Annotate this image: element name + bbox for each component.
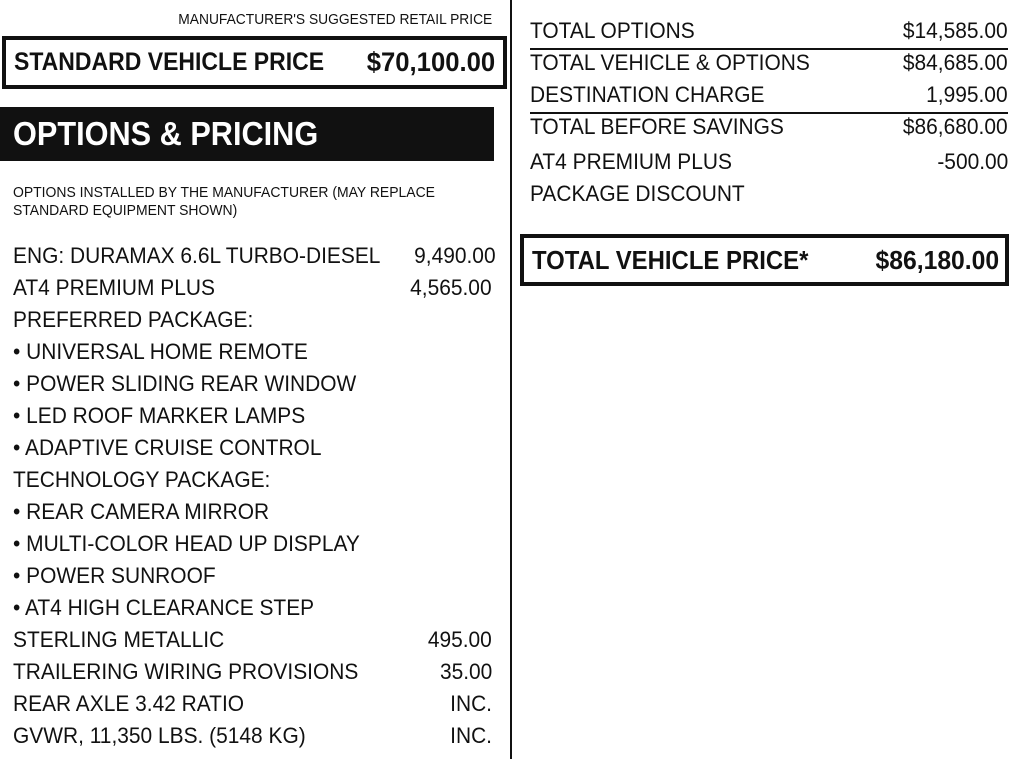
summary-label: AT4 PREMIUM PLUS PACKAGE DISCOUNT [530, 149, 745, 206]
option-row [13, 403, 492, 435]
option-price: INC. [450, 723, 492, 748]
option-row [13, 275, 492, 307]
option-price: 495.00 [427, 627, 492, 652]
option-row [13, 243, 496, 275]
summary-label: TOTAL VEHICLE & OPTIONS [530, 50, 810, 75]
summary-value: $86,680.00 [903, 114, 1008, 139]
summary-value: $14,585.00 [903, 18, 1008, 43]
summary-label: DESTINATION CHARGE [530, 82, 765, 107]
option-row [13, 627, 492, 659]
option-row [13, 339, 492, 371]
option-label: • AT4 HIGH CLEARANCE STEP [13, 595, 315, 620]
option-label: ENG: DURAMAX 6.6L TURBO-DIESEL [13, 243, 381, 268]
option-label: AT4 PREMIUM PLUS [13, 275, 215, 300]
summary-value: $84,685.00 [903, 50, 1008, 75]
option-row [13, 659, 492, 691]
summary-row-destination-charge [530, 82, 1008, 114]
price-summary [530, 18, 1008, 210]
standard-price-box [2, 36, 507, 89]
option-label: • ADAPTIVE CRUISE CONTROL [13, 435, 322, 460]
option-label: • UNIVERSAL HOME REMOTE [13, 339, 308, 364]
summary-row-total-before-savings [530, 114, 1008, 146]
summary-row-total-vehicle-options [530, 50, 1008, 82]
option-label: PREFERRED PACKAGE: [13, 307, 254, 332]
option-row [13, 467, 492, 499]
option-label: • POWER SUNROOF [13, 563, 216, 588]
options-pricing-banner [0, 107, 494, 161]
option-row [13, 723, 492, 755]
option-row [13, 563, 492, 595]
summary-row-total-options [530, 18, 1008, 50]
column-divider [510, 0, 512, 759]
option-label: REAR AXLE 3.42 RATIO [13, 691, 245, 716]
option-row [13, 499, 492, 531]
summary-label: TOTAL BEFORE SAVINGS [530, 114, 784, 139]
option-price: 35.00 [439, 659, 492, 684]
option-price: INC. [450, 691, 492, 716]
summary-value: 1,995.00 [926, 82, 1008, 107]
option-row [13, 595, 492, 627]
options-pricing-title: OPTIONS & PRICING [13, 115, 319, 152]
option-label: • LED ROOF MARKER LAMPS [13, 403, 306, 428]
total-vehicle-price-value: $86,180.00 [875, 244, 999, 275]
option-label: • MULTI-COLOR HEAD UP DISPLAY [13, 531, 360, 556]
summary-row-package-discount [530, 146, 1008, 210]
standard-price-value: $70,100.00 [366, 47, 495, 77]
installed-options-note: OPTIONS INSTALLED BY THE MANUFACTURER (MAY REPLACE STANDARD EQUIPMENT SHOWN) [13, 184, 435, 219]
msrp-label: MANUFACTURER'S SUGGESTED RETAIL PRICE [178, 11, 492, 28]
option-label: • REAR CAMERA MIRROR [13, 499, 270, 524]
option-price: 4,565.00 [410, 275, 492, 300]
option-label: TRAILERING WIRING PROVISIONS [13, 659, 359, 684]
options-list [13, 243, 496, 755]
option-row [13, 531, 492, 563]
option-row [13, 435, 492, 467]
option-label: • POWER SLIDING REAR WINDOW [13, 371, 357, 396]
option-label: TECHNOLOGY PACKAGE: [13, 467, 271, 492]
option-label: GVWR, 11,350 LBS. (5148 KG) [13, 723, 306, 748]
total-vehicle-price-label: TOTAL VEHICLE PRICE* [532, 244, 809, 275]
total-vehicle-price-box [520, 234, 1009, 286]
summary-label: TOTAL OPTIONS [530, 18, 695, 43]
option-row [13, 371, 492, 403]
option-row [13, 691, 492, 723]
option-price: 9,490.00 [414, 243, 496, 268]
summary-value: -500.00 [937, 149, 1008, 174]
option-label: STERLING METALLIC [13, 627, 225, 652]
standard-price-label: STANDARD VEHICLE PRICE [14, 48, 325, 76]
option-row [13, 307, 492, 339]
